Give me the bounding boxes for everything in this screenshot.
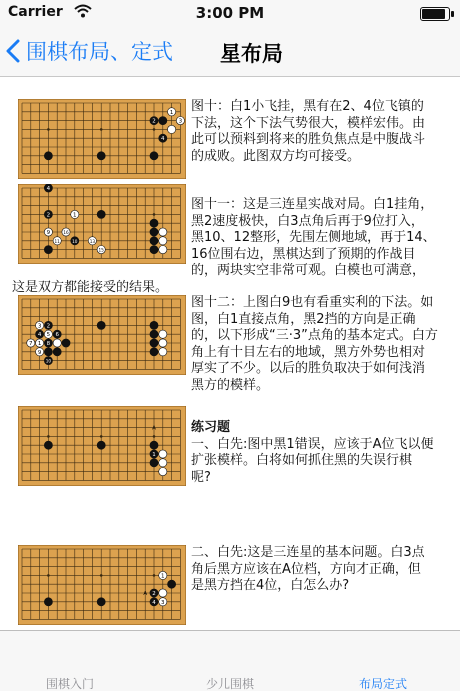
- star-point: [47, 435, 50, 438]
- black-stone: [150, 246, 158, 254]
- white-stone: [159, 589, 167, 597]
- stone-number: 4: [152, 599, 156, 606]
- entry-line: 角后黑方应该在A位档，方向才正确，但: [191, 561, 421, 577]
- white-stone: [159, 450, 167, 458]
- stone-number: 9: [46, 230, 51, 236]
- entry-line: 这是双方都能接受的结果。: [12, 279, 169, 295]
- white-stone: [159, 246, 167, 254]
- stone-number: 10: [45, 358, 52, 364]
- entry-line: 下法，这个下法气势很大，模样宏伟。由: [191, 115, 426, 131]
- back-button[interactable]: [6, 34, 173, 68]
- entry-line: 黑2速度极快，白3点角后再于9位打入，: [191, 213, 424, 229]
- tab-kids-go[interactable]: 少儿围棋: [205, 677, 254, 691]
- entry-text: [191, 420, 434, 486]
- black-stone: [168, 580, 176, 588]
- white-stone: [159, 330, 167, 338]
- white-stone: [159, 237, 167, 245]
- go-board-diagram: [18, 295, 186, 375]
- tab-opening-joseki[interactable]: 布局定式: [358, 677, 407, 691]
- star-point: [100, 435, 103, 438]
- entry-line: 此可以预料到将来的胜负焦点是中腹战斗: [191, 132, 426, 147]
- stone-number: 4: [37, 332, 42, 339]
- tab-bar: [0, 630, 460, 691]
- stone-number: 1: [161, 573, 165, 580]
- entry-line: 黑方的模样。: [191, 377, 270, 393]
- white-stone: [53, 339, 61, 347]
- entry-line: 的成败。此图双方均可接受。: [191, 148, 361, 164]
- black-stone: [159, 117, 167, 125]
- star-point: [100, 574, 103, 577]
- stone-number: 5: [46, 332, 51, 339]
- entry-text: [191, 197, 436, 280]
- black-stone: [150, 330, 158, 338]
- black-stone: [150, 219, 158, 227]
- entry-line: 一、白先:图中黑1错误，应该于A位飞以便: [191, 436, 434, 452]
- stone-number: 4: [161, 136, 165, 143]
- battery-icon: [420, 7, 450, 21]
- black-stone: [150, 228, 158, 236]
- black-stone: [44, 246, 52, 254]
- back-button-label: 围棋布局、定式: [26, 40, 173, 64]
- exercise-heading: 练习题: [191, 420, 231, 435]
- white-stone: [159, 459, 167, 467]
- stone-number: 13: [89, 238, 96, 244]
- black-stone: [44, 441, 52, 449]
- entry-line: 二、白先:这是三连星的基本问题。白3点: [191, 545, 425, 560]
- star-point: [47, 128, 50, 131]
- black-stone: [150, 152, 158, 160]
- black-stone: [150, 339, 158, 347]
- stone-number: 10: [72, 238, 78, 244]
- go-board-diagram: [18, 99, 186, 179]
- black-stone: [44, 348, 52, 356]
- entry-line: 厚实了不少。以后的胜负取决于如何浅消: [191, 361, 426, 376]
- go-board-diagram: [18, 406, 186, 486]
- stone-number: 1: [73, 212, 77, 219]
- stone-number: 6: [55, 332, 59, 339]
- star-point: [153, 213, 156, 216]
- stone-number: 1: [169, 109, 174, 116]
- entry-text: [191, 545, 425, 595]
- black-stone: [150, 321, 158, 329]
- stone-number: 16: [63, 230, 69, 235]
- stone-number: 3: [178, 118, 183, 125]
- star-point: [153, 128, 156, 131]
- stone-number: 3: [161, 599, 165, 606]
- white-stone: [159, 228, 167, 236]
- black-stone: [150, 348, 158, 356]
- content-scroll-area[interactable]: [0, 77, 460, 629]
- entry-line: 16位围右边，黑棋达到了预期的作战目: [191, 246, 416, 262]
- star-point: [153, 574, 156, 577]
- entry-line: 的，以下形成“三·3”点角的基本定式。白方: [191, 328, 438, 343]
- tab-go-intro[interactable]: 围棋入门: [45, 677, 94, 691]
- stone-number: 4: [46, 186, 51, 192]
- entry-line: 图，白1直接点角，黑2挡的方向是正确: [191, 311, 416, 327]
- white-stone: [159, 339, 167, 347]
- stone-number: 15: [98, 247, 104, 253]
- black-stone: [44, 152, 52, 160]
- entry-line: 呢?: [191, 469, 211, 485]
- stone-number: 8: [46, 341, 51, 347]
- go-board-diagram: [18, 545, 186, 625]
- board-mark-label: A: [152, 425, 156, 432]
- go-board-diagram: [18, 184, 186, 264]
- entry-line: 黑10、12整形，先围左侧地域，再于14、: [191, 230, 436, 245]
- stone-number: 2: [46, 212, 51, 219]
- stone-number: 2: [152, 591, 156, 597]
- black-stone: [44, 598, 52, 606]
- back-chevron-icon: [6, 39, 20, 63]
- black-stone: [97, 321, 105, 329]
- carrier-label: Carrier: [8, 4, 63, 20]
- black-stone: [62, 339, 70, 347]
- entry-line: 图十二：上图白9也有看重实利的下法。如: [191, 295, 434, 310]
- entry-line: 图十一：这是三连星实战对局。白1挂角，: [191, 197, 434, 212]
- board-background: [18, 545, 186, 625]
- black-stone: [97, 441, 105, 449]
- stone-number: 1: [152, 452, 156, 458]
- star-point: [100, 128, 103, 131]
- stone-number: 7: [29, 341, 33, 347]
- stone-number: 1: [37, 341, 42, 347]
- white-stone: [168, 125, 176, 133]
- black-stone: [53, 348, 61, 356]
- board-mark-label: A: [143, 591, 148, 597]
- navigation-bar: [0, 26, 460, 77]
- stone-number: 11: [54, 238, 60, 244]
- black-stone: [97, 598, 105, 606]
- page-title: 星布局: [220, 42, 283, 66]
- black-stone: [97, 210, 105, 218]
- entry-line: 扩张模样。白将如何抓住黑的失误行棋: [191, 453, 413, 468]
- stone-number: 2: [152, 118, 156, 125]
- black-stone: [150, 441, 158, 449]
- battery-level: [422, 9, 445, 19]
- entry-line: 角上有十目左右的地域，黑方外势也相对: [191, 344, 426, 360]
- clock-time: 3:00 PM: [195, 4, 265, 22]
- entry-text: [191, 99, 425, 165]
- status-bar: [0, 0, 460, 26]
- white-stone: [159, 468, 167, 476]
- stone-number: 2: [46, 323, 51, 330]
- star-point: [47, 574, 50, 577]
- entry-line: 图十：白1小飞挂，黑有在2、4位飞镇的: [191, 99, 424, 114]
- entry-text: [191, 295, 438, 394]
- stone-number: 3: [37, 323, 42, 330]
- black-stone: [150, 459, 158, 467]
- black-stone: [97, 152, 105, 160]
- stone-number: 9: [37, 349, 42, 356]
- entry-line: 是黑方挡在4位，白怎么办?: [191, 578, 350, 593]
- entry-line: 的，两块实空非常可观。白模也可满意，: [191, 263, 426, 278]
- star-point: [153, 435, 156, 438]
- black-stone: [150, 237, 158, 245]
- white-stone: [159, 348, 167, 356]
